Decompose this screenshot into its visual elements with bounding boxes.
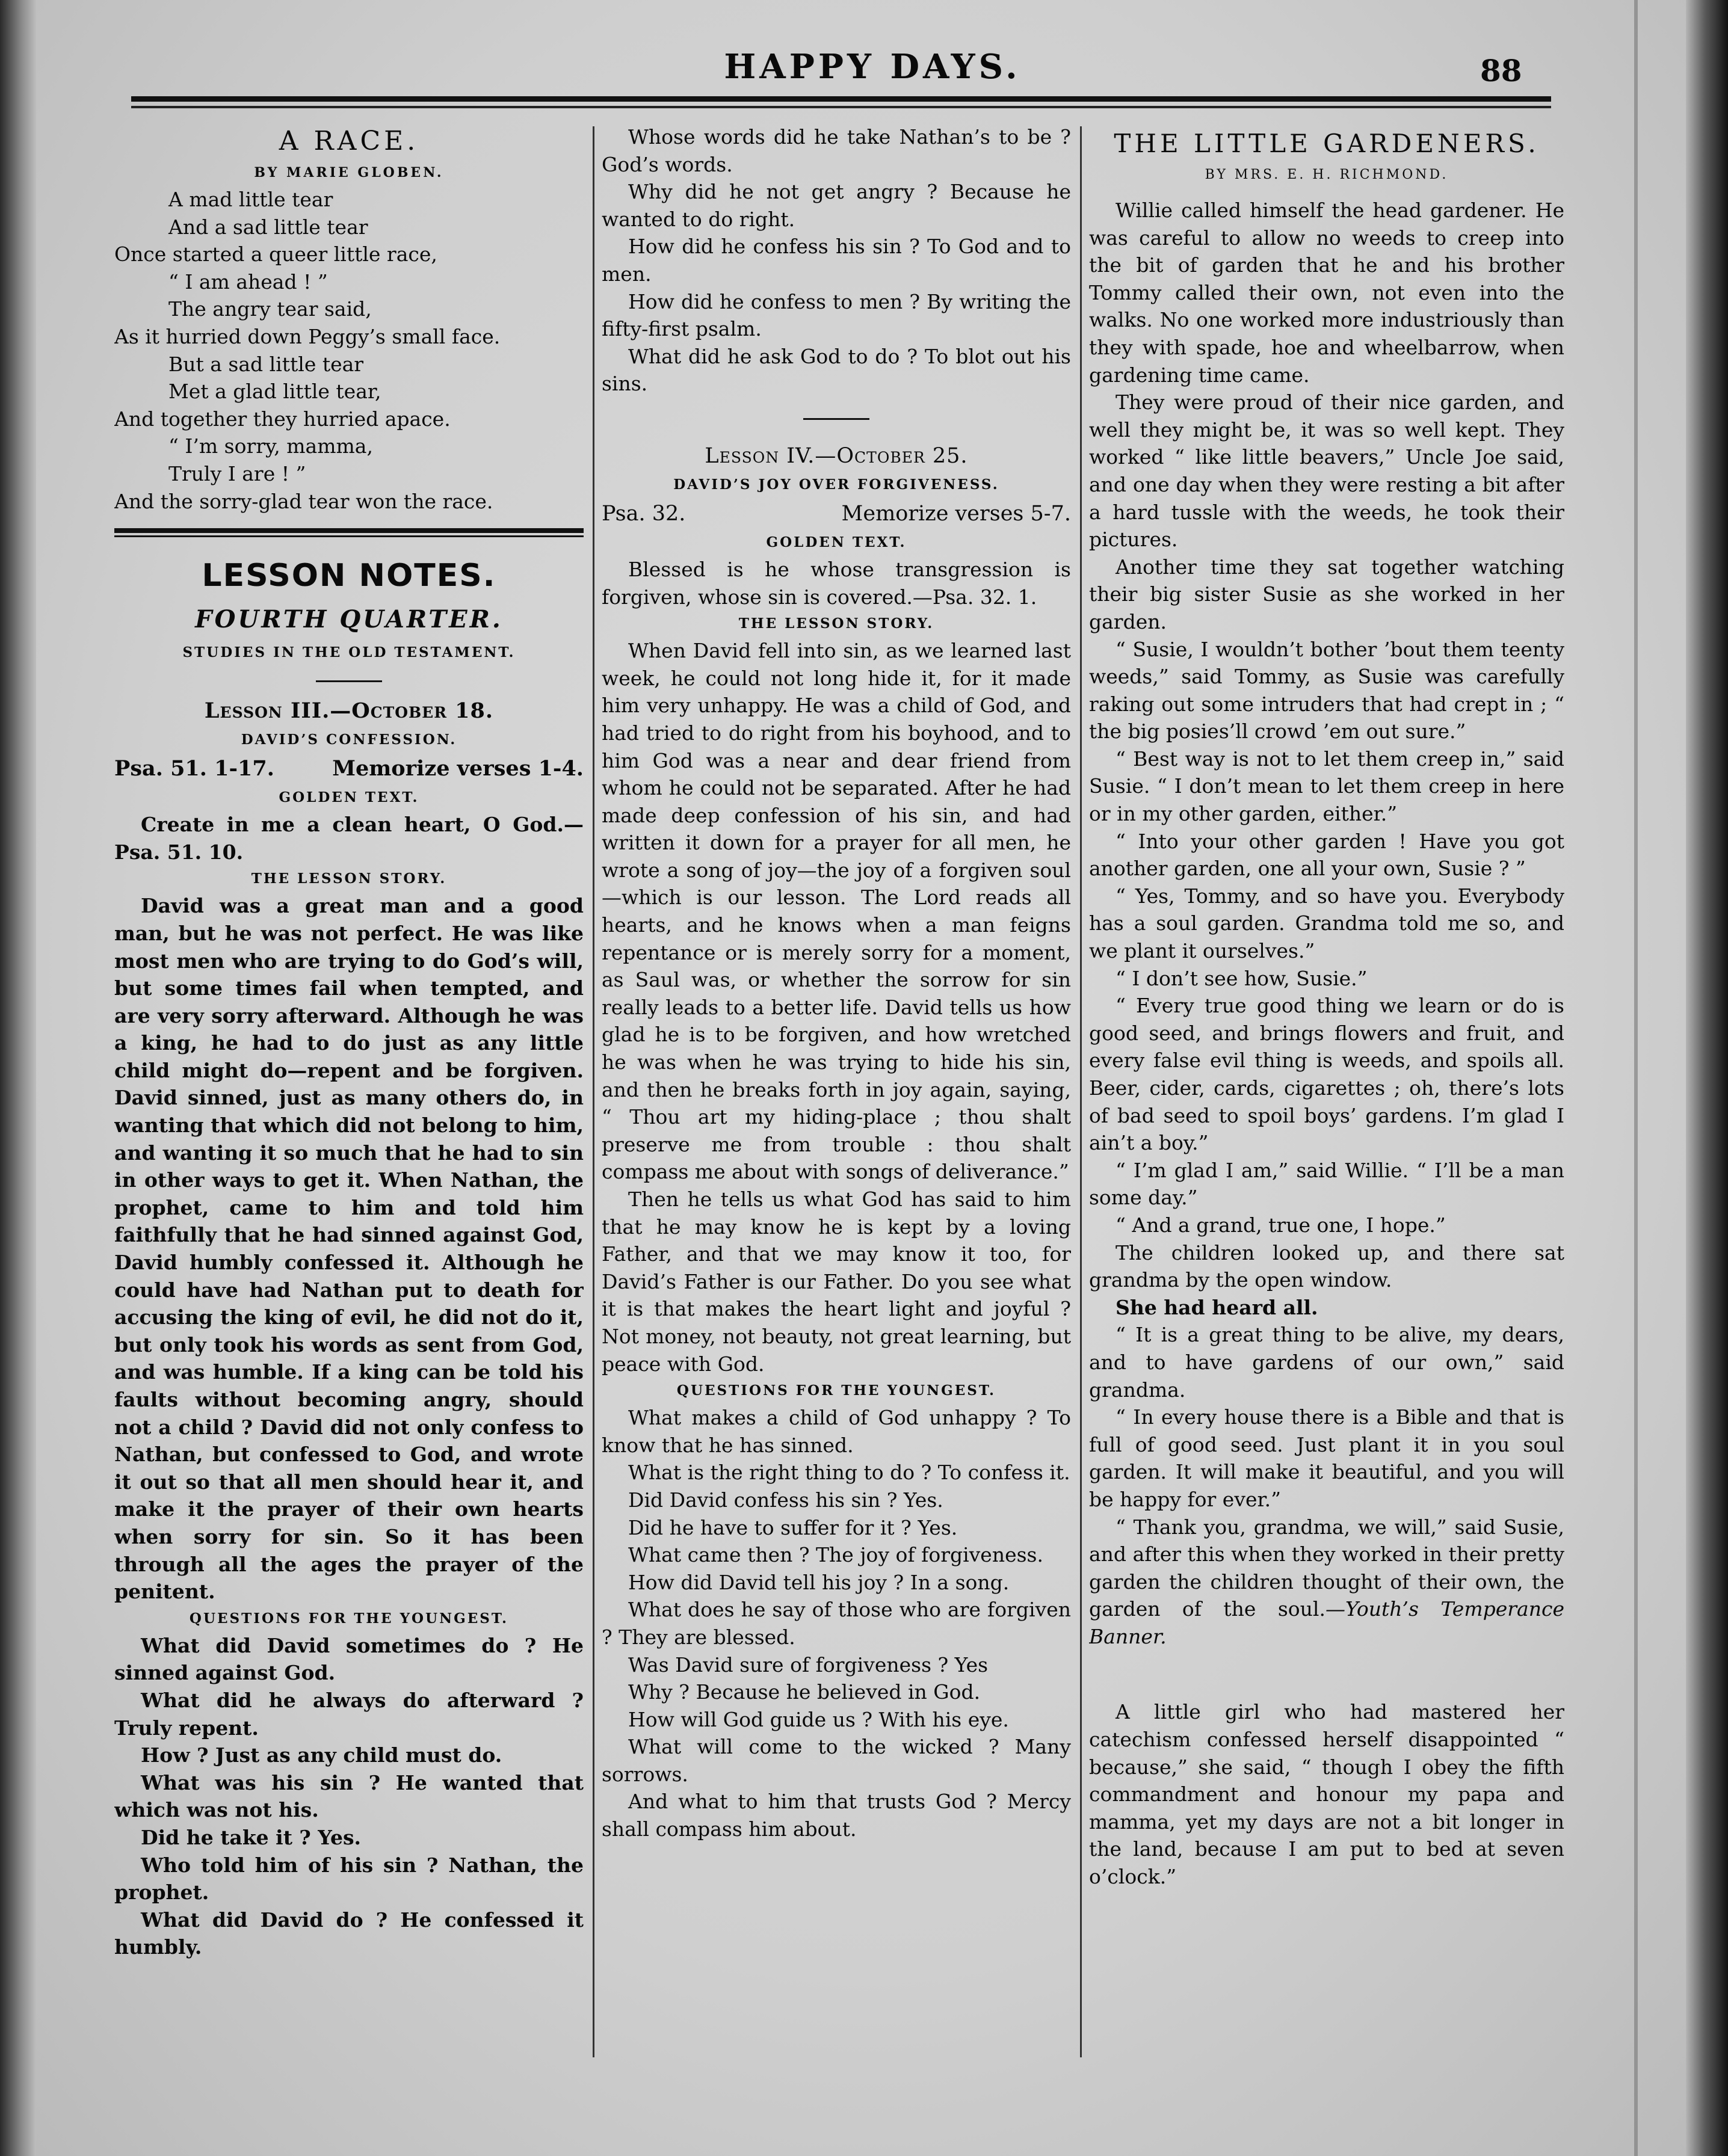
studies-subtitle: STUDIES IN THE OLD TESTAMENT.	[182, 644, 516, 661]
story-paragraph: Willie called himself the head gardener. He was careful to allow no weeds to creep into the bit of garden that he and his brother Tommy called their own, not even into the walks. No one worked more industriously than they with spade, hoe and wheelbarrow, when gardening time came.	[1089, 199, 1564, 387]
question-answer: Why ? Because he believed in God.	[628, 1680, 981, 1704]
lesson-3-memorize: Memorize verses 1-4.	[332, 756, 584, 781]
column-divider	[1080, 126, 1082, 2057]
lesson-4-story-paragraph: Then he tells us what God has said to him that he may know he is kept by a loving Father, and that we may know it too, for David’s Father is our Father. Do you see what it is that makes the heart light and joyful ? Not money, not beauty, not great learning, but peace with God.	[602, 1187, 1071, 1376]
header-rule-thin	[131, 106, 1551, 108]
lesson-4-reference	[602, 498, 1071, 529]
scan-edge-left	[0, 0, 36, 2156]
lesson-4-golden-text: Blessed is he whose transgression is forgiven, whose sin is covered.—Psa. 32. 1.	[602, 557, 1071, 609]
poem-line: And together they hurried apace.	[114, 407, 451, 431]
poem-line: The angry tear said,	[168, 297, 372, 321]
poem-line: A mad little tear	[168, 188, 333, 211]
lesson-3-questions-continued	[602, 123, 1071, 398]
question-answer: What makes a child of God unhappy ? To know that he has sinned.	[602, 1406, 1071, 1457]
story-paragraph: “ I don’t see how, Susie.”	[1115, 966, 1368, 990]
lesson-4-psalm: Psa. 32.	[602, 501, 686, 526]
short-rule	[803, 418, 869, 420]
lesson-3-reference	[114, 753, 584, 784]
question-answer: What did David do ? He confessed it humbly.	[114, 1908, 584, 1959]
golden-text-label: GOLDEN TEXT.	[766, 534, 907, 550]
anecdote-paragraph: A little girl who had mastered her catechism confessed herself disappointed “ because,” she said, “ though I obey the fifth commandment and honour my papa and mamma, yet my days are not a bit longer in the land, because I am put to bed at seven o’clock.”	[1089, 1700, 1564, 1889]
question-answer: How did he confess to men ? By writing the fifty-first psalm.	[602, 289, 1071, 341]
poem-line: And a sad little tear	[168, 215, 368, 239]
page-header-title: HAPPY DAYS.	[724, 47, 1021, 87]
lesson-4-story-paragraph: When David fell into sin, as we learned last week, he could not long hide it, for it made him very unhappy. He was a child of God, and had tried to do right from his boyhood, and to him God was a near and dear friend from whom he could not be separated. After he had made deep confession of his sin, and had written it down for a prayer for all men, he wrote a song of joy—the joy of a forgiven soul —which is our lesson. The Lord reads all hearts, and he knows when a man feigns repentance or is merely sorry for a moment, as Saul was, or whether the sorrow for sin really leads to a better life. David tells us how glad he is to be forgiven, and how wretched he was when he was trying to hide his sin, and then he breaks forth in joy again, saying, “ Thou art my hiding-place ; thou shalt preserve me from trouble : thou shalt compass me about with songs of deliverance.”	[602, 639, 1071, 1184]
story-paragraph: “ Every true good thing we learn or do is good seed, and brings flowers and fruit, and every false evil thing is weeds, and spoils all. Beer, cider, cards, cigarettes ; oh, there’s lots of bad seed to spoil boys’ gardens. I’m glad I ain’t a boy.”	[1089, 994, 1564, 1155]
question-answer: How will God guide us ? With his eye.	[628, 1707, 1009, 1731]
questions-label: QUESTIONS FOR THE YOUNGEST.	[189, 1610, 509, 1627]
header-rule	[131, 96, 1551, 102]
question-answer: What did he always do afterward ? Truly repent.	[114, 1688, 584, 1740]
lesson-3-golden-text: Create in me a clean heart, O God.—Psa. 51. 10.	[114, 813, 584, 864]
lesson-story-label: THE LESSON STORY.	[251, 870, 447, 887]
question-answer: Did David confess his sin ? Yes.	[628, 1488, 943, 1512]
lesson-3-story: David was a great man and a good man, but he was not perfect. He was like most men who are trying to do God’s will, but some times fail when tempted, and are very sorry afterward. Although he was a king, he had to do just as any little child might do—repent and be forgiven. David sinned, just as many others do, in wanting that which did not belong to him, and wanting it so much that he had to sin in other ways to get it. When Nathan, the prophet, came to him and told him faithfully that he had sinned against God, David humbly confessed it. Although he could have had Nathan put to death for accusing the king of evil, he did not do it, but only took his words as sent from God, and was humble. If a king can be told his faults without becoming angry, should not a child ? David did not only confess to Nathan, but confessed to God, and wrote it out so that all men should hear it, and make it the prayer of their own hearts when sorry for sin. So it has been through all the ages the prayer of the penitent.	[114, 894, 584, 1604]
poem-line: Once started a queer little race,	[114, 242, 437, 266]
story-paragraph: “ In every house there is a Bible and that is full of good seed. Just plant it in you soul garden. It will make it beautiful, and you will be happy for ever.”	[1089, 1405, 1564, 1511]
lesson-notes-title: LESSON NOTES.	[202, 558, 496, 594]
scan-fold-line	[1634, 0, 1638, 2156]
story-paragraph: “ Yes, Tommy, and so have you. Everybody has a soul garden. Grandma told me so, and we plant it ourselves.”	[1089, 884, 1564, 963]
lesson-4-heading: Lesson IV.—October 25.	[705, 443, 968, 468]
lesson-3-questions	[114, 1632, 584, 1961]
page-number: 88	[1480, 53, 1522, 88]
question-answer: Did he have to suffer for it ? Yes.	[628, 1515, 958, 1539]
lesson-4-questions	[602, 1404, 1071, 1843]
lesson-3-subtitle: DAVID’S CONFESSION.	[241, 732, 457, 748]
column-left	[114, 123, 584, 2060]
golden-text-label: GOLDEN TEXT.	[279, 789, 419, 806]
question-answer: What will come to the wicked ? Many sorrows.	[602, 1735, 1071, 1786]
scan-edge-right	[1686, 0, 1728, 2156]
section-rule-thin	[114, 535, 584, 537]
question-answer: Why did he not get angry ? Because he wanted to do right.	[602, 180, 1071, 231]
section-rule	[114, 528, 584, 533]
question-answer: Whose words did he take Nathan’s to be ? God’s words.	[602, 125, 1071, 176]
lesson-4-subtitle: DAVID’S JOY OVER FORGIVENESS.	[673, 476, 999, 493]
lesson-3-psalm: Psa. 51. 1-17.	[114, 756, 274, 781]
story-paragraph: The children looked up, and there sat grandma by the open window.	[1089, 1240, 1564, 1292]
story-paragraph: She had heard all.	[1115, 1295, 1318, 1319]
question-answer: Did he take it ? Yes.	[141, 1825, 362, 1849]
column-right	[1089, 123, 1564, 2060]
poem-line: And the sorry-glad tear won the race.	[114, 489, 493, 513]
question-answer: Who told him of his sin ? Nathan, the prophet.	[114, 1853, 584, 1905]
question-answer: How did David tell his joy ? In a song.	[628, 1570, 1010, 1594]
lesson-story-label: THE LESSON STORY.	[738, 615, 934, 632]
story-paragraph: “ Susie, I wouldn’t bother ’bout them teenty weeds,” said Tommy, as Susie was carefully raking out some intruders that had crept in ; “ the big posies’ll crowd ’em out sure.”	[1089, 637, 1564, 744]
story-paragraph: “ And a grand, true one, I hope.”	[1115, 1213, 1446, 1237]
story-paragraph: “ It is a great thing to be alive, my dears, and to have gardens of our own,” said grandma.	[1089, 1323, 1564, 1402]
question-answer: How did he confess his sin ? To God and to men.	[602, 235, 1071, 286]
poem-line: Truly I are ! ”	[168, 461, 306, 485]
questions-label: QUESTIONS FOR THE YOUNGEST.	[676, 1382, 996, 1399]
lesson-4-memorize: Memorize verses 5-7.	[841, 501, 1071, 526]
story-paragraph-text: “ Thank you, grandma, we will,” said Susie, and after this when they worked in their pretty garden the children thought of their own, the garden of the soul.	[1089, 1515, 1564, 1621]
question-answer: How ? Just as any child must do.	[141, 1743, 502, 1767]
story-byline: BY MRS. E. H. RICHMOND.	[1205, 167, 1449, 182]
story-paragraph: “ Best way is not to let them creep in,” said Susie. “ I don’t mean to let them creep in here or in my other garden, either.”	[1089, 747, 1564, 826]
poem-title: A RACE.	[279, 126, 419, 156]
story-paragraph: They were proud of their nice garden, and well they might be, it was so well kept. They worked “ like little beavers,” Uncle Joe said, and one day when they were resting a bit after a hard tussle with the weeds, he took their pictures.	[1089, 390, 1564, 552]
question-answer: What does he say of those who are forgiven ? They are blessed.	[602, 1598, 1071, 1649]
question-answer: What is the right thing to do ? To confess it.	[628, 1461, 1070, 1485]
poem-line: Met a glad little tear,	[168, 380, 381, 404]
question-answer: What did he ask God to do ? To blot out his sins.	[602, 344, 1071, 396]
question-answer: What did David sometimes do ? He sinned against God.	[114, 1633, 584, 1685]
short-rule	[316, 680, 382, 682]
poem-line: “ I’m sorry, mamma,	[168, 434, 373, 458]
poem-line: As it hurried down Peggy’s small face.	[114, 324, 501, 348]
column-middle	[602, 123, 1071, 2060]
poem-line: But a sad little tear	[168, 352, 364, 376]
question-answer: And what to him that trusts God ? Mercy shall compass him about.	[602, 1790, 1071, 1841]
question-answer: What came then ? The joy of forgiveness.	[628, 1543, 1043, 1567]
quarter-title: FOURTH QUARTER.	[195, 605, 503, 634]
story-title: THE LITTLE GARDENERS.	[1114, 129, 1540, 158]
poem-body	[114, 186, 584, 515]
story-source: —Youth’s Temperance Banner.	[1089, 1597, 1564, 1648]
story-paragraph	[1089, 1514, 1564, 1651]
question-answer: Was David sure of forgiveness ? Yes	[628, 1652, 989, 1677]
poem-line: “ I am ahead ! ”	[168, 270, 328, 294]
story-paragraph: “ I’m glad I am,” said Willie. “ I’ll be a man some day.”	[1089, 1158, 1564, 1210]
lesson-3-heading: Lesson III.—October 18.	[204, 698, 494, 724]
poem-byline: BY MARIE GLOBEN.	[254, 165, 444, 180]
column-divider	[593, 126, 594, 2057]
story-paragraph: “ Into your other garden ! Have you got another garden, one all your own, Susie ? ”	[1089, 829, 1564, 881]
story-paragraph: Another time they sat together watching their big sister Susie as she worked in her garden.	[1089, 555, 1564, 633]
question-answer: What was his sin ? He wanted that which was not his.	[114, 1770, 584, 1822]
story-body	[1089, 197, 1564, 1650]
